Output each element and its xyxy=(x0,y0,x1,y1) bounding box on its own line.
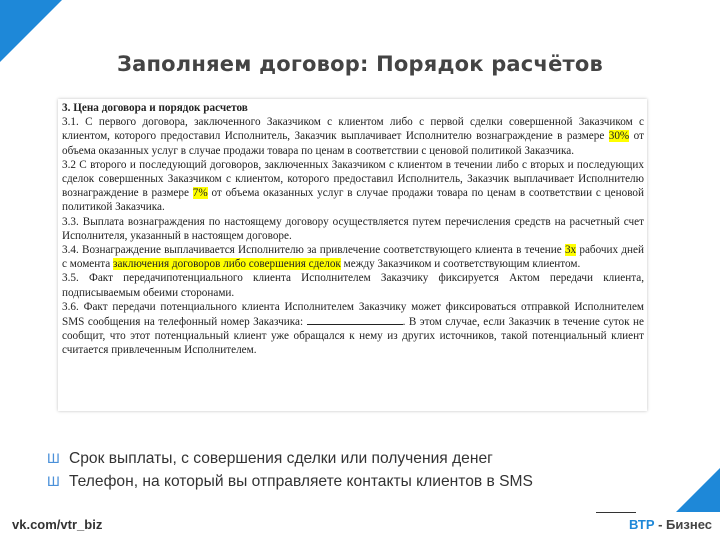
clause-text: от объема оказанных услуг в случае продажи товара по ценам в соответствии с ценовой политикой Заказчика. xyxy=(62,187,644,214)
bullet-marker: Ш xyxy=(47,473,60,489)
clause-text: между Заказчиком и соответствующим клиентом. xyxy=(340,258,581,271)
clause-text: 3.1. С первого договора, заключенного Заказчиком с клиентом либо с первой сделки совершенной Заказчиком с клиентом, которого предоставил Исполнитель, Заказчик выплачивает Исполнителю вознаграждение в размере xyxy=(62,116,644,143)
bullet-list xyxy=(47,447,700,493)
bullet-text: Телефон, на который вы отправляете контакты клиентов в SMS xyxy=(69,473,533,490)
contract-clause-3-3: 3.3. Выплата вознаграждения по настоящему договору осуществляется путем перечисления средств на расчетный счет Исполнителя, указанный в настоящем договоре. xyxy=(62,215,644,242)
contract-clause-3-1 xyxy=(62,115,644,158)
brand-name: ВТР xyxy=(628,517,655,532)
contract-clause-3-2 xyxy=(62,158,644,215)
highlight-7-percent: 7% xyxy=(192,187,208,200)
clause-text: 3.4. Вознаграждение выплачивается Исполнителю за привлечение соответствующего клиента в течение xyxy=(62,244,565,257)
contract-clause-3-6 xyxy=(62,300,644,358)
footer-divider xyxy=(596,512,636,513)
brand-suffix: - Бизнес xyxy=(654,517,712,532)
phone-blank-line xyxy=(307,314,403,325)
list-item xyxy=(47,470,700,493)
footer-vk-link[interactable]: vk.com/vtr_biz xyxy=(12,517,103,532)
contract-clause-3-5: 3.5. Факт передачипотенциального клиента Исполнителем Заказчику фиксируется Актом передачи клиента, подписываемым обеими сторонами. xyxy=(62,272,644,299)
list-item xyxy=(47,447,700,470)
highlight-days: 3х xyxy=(564,244,577,257)
clause-text: 3.6. Факт передачи потенциального клиента Исполнителем Заказчику может фиксироваться отправкой Исполнителем SMS сообщения на телефонный номер Заказчика: xyxy=(62,300,644,329)
highlight-deal-condition: заключения договоров либо совершения сделок xyxy=(113,258,341,271)
footer-brand xyxy=(629,517,712,532)
contract-section-heading: 3. Цена договора и порядок расчетов xyxy=(62,102,248,114)
bullet-marker: Ш xyxy=(47,450,60,466)
bullet-text: Срок выплаты, с совершения сделки или получения денег xyxy=(69,450,493,467)
contract-clause-3-4 xyxy=(62,243,644,271)
clause-text: . В этом случае, если Заказчик в течение суток не сообщит, что этот потенциальный клиент уже обращался к нему из других источников, такой потенциальный клиент считается привлеченным Исполнителем. xyxy=(62,316,644,357)
clause-text: 3.2 С второго и последующий договоров, заключенных Заказчиком с клиентом в течении либо с вторых и последующих сделок совершенных Заказчиком с клиентом, которого предоставил Исполнитель, Заказчик выплачивает Исполнителю вознаграждение в размере xyxy=(62,158,644,200)
contract-excerpt-image xyxy=(58,99,647,411)
highlight-30-percent: 30% xyxy=(608,130,630,143)
slide-title: Заполняем договор: Порядок расчётов xyxy=(116,52,604,76)
clause-text: рабочих дней с момента xyxy=(62,244,644,271)
clause-text: от объема оказанных услуг в случае продажи товара по ценам в соответствии с ценовой политикой Заказчика. xyxy=(62,130,644,157)
